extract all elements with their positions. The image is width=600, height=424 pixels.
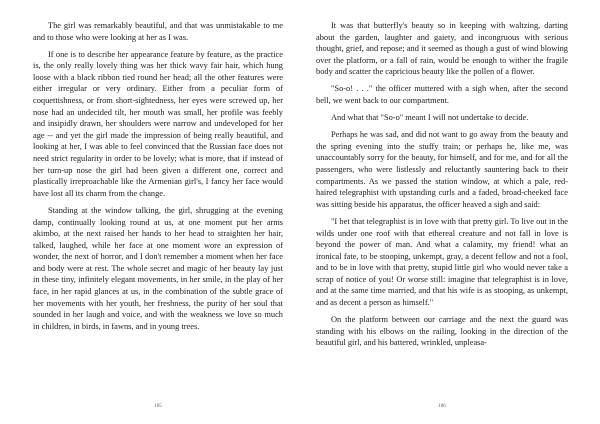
paragraph: It was that butterfly's beauty so in keeping with waltzing, darting about the garden, laughter and gaiety, and incongruous with serious thought, grief, and repose; and it seemed as though a gust of wind blowing over the platform, or a fall of rain, would be enough to wither the fragile body and scatter the capricious beauty like the pollen of a flower. [316, 21, 568, 77]
left-page-text [33, 20, 283, 338]
right-page [300, 0, 600, 424]
paragraph: Standing at the window talking, the girl, shrugging at the evening damp, continually looking round at us, at one moment put her arms akimbo, at the next raised her hands to her head to straighten her hair, talked, laughed, while her face at one moment wore an expression of wonder, the next of horror, and I don't remember a moment when her face and body were at rest. The whole secret and magic of her beauty lay just in these tiny, infinitely elegant movements, in her smile, in the play of her face, in her rapid glances at us, in the combination of the subtle grace of her movements with her youth, her freshness, the purity of her soul that sounded in her laugh and voice, and with the weakness we love so much in children, in birds, in fawns, and in young trees. [33, 205, 283, 331]
paragraph: "I bet that telegraphist is in love with that pretty girl. To live out in the wilds under one roof with that ethereal creature and not fall in love is beyond the power of man. And what a calamity, my friend! what an ironical fate, to be stooping, unkempt, gray, a decent fellow and not a fool, and to be in love with that pretty, stupid little girl who would never take a scrap of notice of you! Or worse still: imagine that telegraphist is in love, and at the same time married, and that his wife is as stooping, as unkempt, and as decent a person as himself." [316, 216, 568, 308]
right-page-text [316, 20, 568, 354]
paragraph: Perhaps he was sad, and did not want to go away from the beauty and the spring evening into the stuffy train; or perhaps he, like me, was unaccountably sorry for the beauty, for himself, and for me, and for all the passengers, who were listlessly and reluctantly sauntering back to their compartments. As we passed the station window, at which a pale, red-haired telegraphist with upstanding curls and a faded, broad-cheeked face was sitting beside his apparatus, the officer heaved a sigh and said: [316, 130, 568, 209]
page-number: 105 [154, 404, 162, 409]
paragraph: On the platform between our carriage and the next the guard was standing with his elbows on the railing, looking in the direction of the beautiful girl, and his battered, wrinkled, unpleasa- [316, 315, 568, 348]
paragraph: If one is to describe her appearance feature by feature, as the practice is, the only really lovely thing was her thick wavy fair hair, which hung loose with a black ribbon tied round her head; all the other features were either irregular or very ordinary. Either from a peculiar form of coquettishness, or from short-sightedness, her eyes were screwed up, her nose had an undecided tilt, her mouth was small, her profile was feebly and insipidly drawn, her shoulders were narrow and undeveloped for her age -- and yet the girl made the impression of being really beautiful, and looking at her, I was able to feel convinced that the Russian face does not need strict regularity in order to be lovely; what is more, that if instead of her turn-up nose the girl had been given a different one, correct and plastically irreproachable like the Armenian girl's, I fancy her face would have lost all its charm from the change. [33, 49, 283, 198]
paragraph: "So-o! . . ." the officer muttered with a sigh when, after the second bell, we went back to our compartment. [316, 84, 568, 106]
paragraph: And what that "So-o" meant I will not undertake to decide. [331, 113, 529, 123]
paragraph: The girl was remarkably beautiful, and that was unmistakable to me and to those who were looking at her as I was. [33, 21, 283, 42]
page-number: 106 [438, 404, 446, 409]
